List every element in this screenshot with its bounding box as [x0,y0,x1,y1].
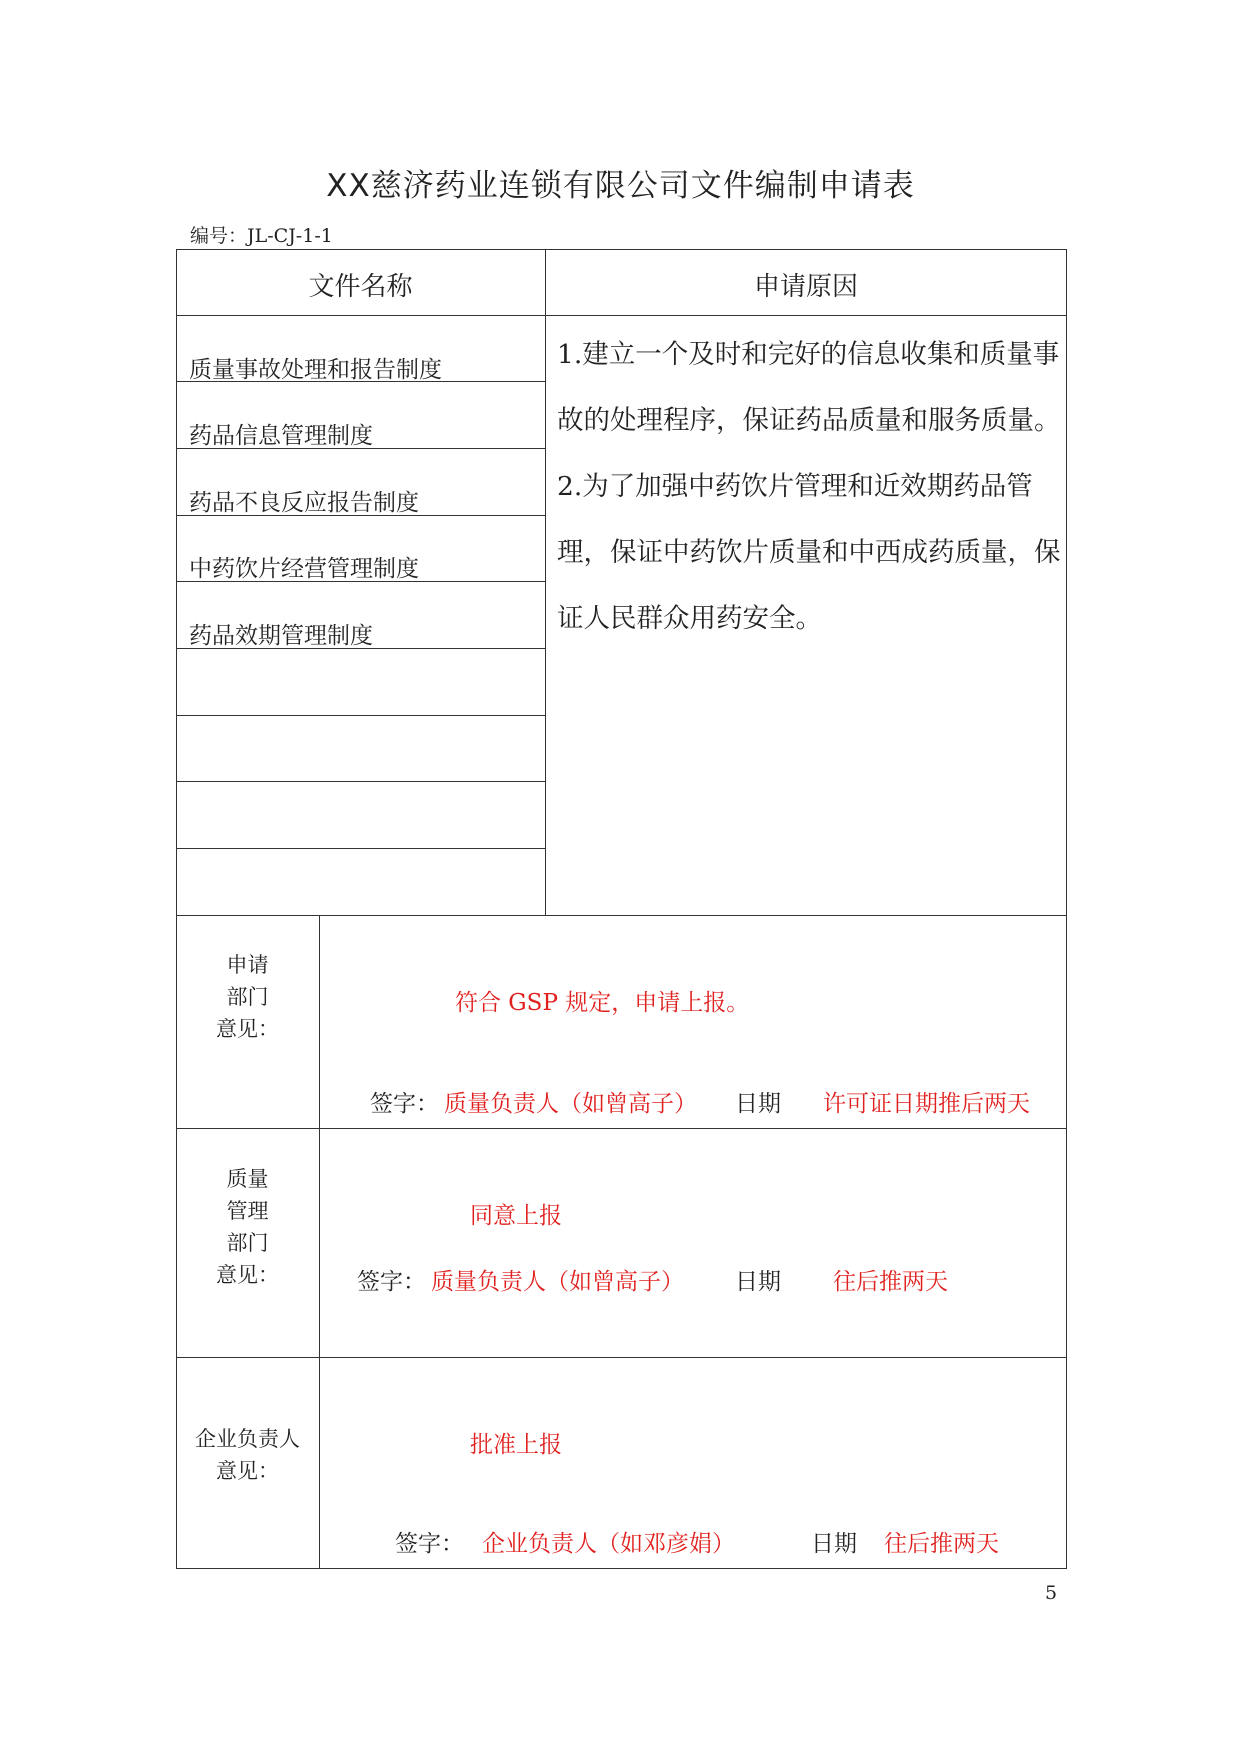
file-name-1: 质量事故处理和报告制度 [189,357,442,383]
reason-1: 1.建立一个及时和完好的信息收集和质量事故的处理程序，保证药品质量和服务质量。 [557,339,1061,436]
column-divider [545,249,546,915]
file-name-3: 药品不良反应报告制度 [189,490,419,516]
header-reason: 申请原因 [753,272,858,302]
quality-dept-signer: 质量负责人（如曾高子） [431,1269,684,1295]
quality-dept-opinion: 同意上报 [470,1203,562,1229]
form-title: XX慈济药业连锁有限公司文件编制申请表 [326,168,915,204]
file-name-2: 药品信息管理制度 [189,423,373,449]
enterprise-head-date-label: 日期 [811,1531,857,1557]
enterprise-head-date: 往后推两天 [884,1531,999,1557]
file-name-5: 药品效期管理制度 [189,623,373,649]
reason-2: 2.为了加强中药饮片管理和近效期药品管理，保证中药饮片质量和中西成药质量，保证人民群众用药安全。 [557,471,1061,634]
apply-dept-date: 许可证日期推后两天 [823,1091,1030,1117]
quality-dept-date-label: 日期 [735,1269,781,1295]
enterprise-head-opinion: 批准上报 [470,1432,562,1458]
enterprise-head-signer: 企业负责人（如邓彦娟） [482,1531,735,1557]
apply-dept-date-label: 日期 [735,1091,781,1117]
reason-text [557,322,1065,652]
document-number: 编号：JL-CJ-1-1 [190,225,333,247]
apply-dept-opinion: 符合 GSP 规定，申请上报。 [455,990,750,1016]
quality-dept-date: 往后推两天 [833,1269,948,1295]
header-divider [176,315,1067,316]
header-file-name: 文件名称 [308,272,413,302]
quality-dept-sign-label: 签字： [357,1269,426,1295]
enterprise-head-sign-label: 签字： [395,1531,464,1557]
label-column-divider [319,915,320,1569]
quality-dept-label: 质量 管理 部门 意见： [216,1167,279,1287]
apply-dept-sign-label: 签字： [370,1091,439,1117]
file-name-4: 中药饮片经营管理制度 [189,556,419,582]
enterprise-head-label: 企业负责人 意见： [195,1427,300,1483]
section-divider [176,915,1067,916]
apply-dept-label: 申请 部门 意见： [216,953,279,1041]
page-number: 5 [1045,1582,1058,1604]
apply-dept-signer: 质量负责人（如曾高子） [444,1091,697,1117]
